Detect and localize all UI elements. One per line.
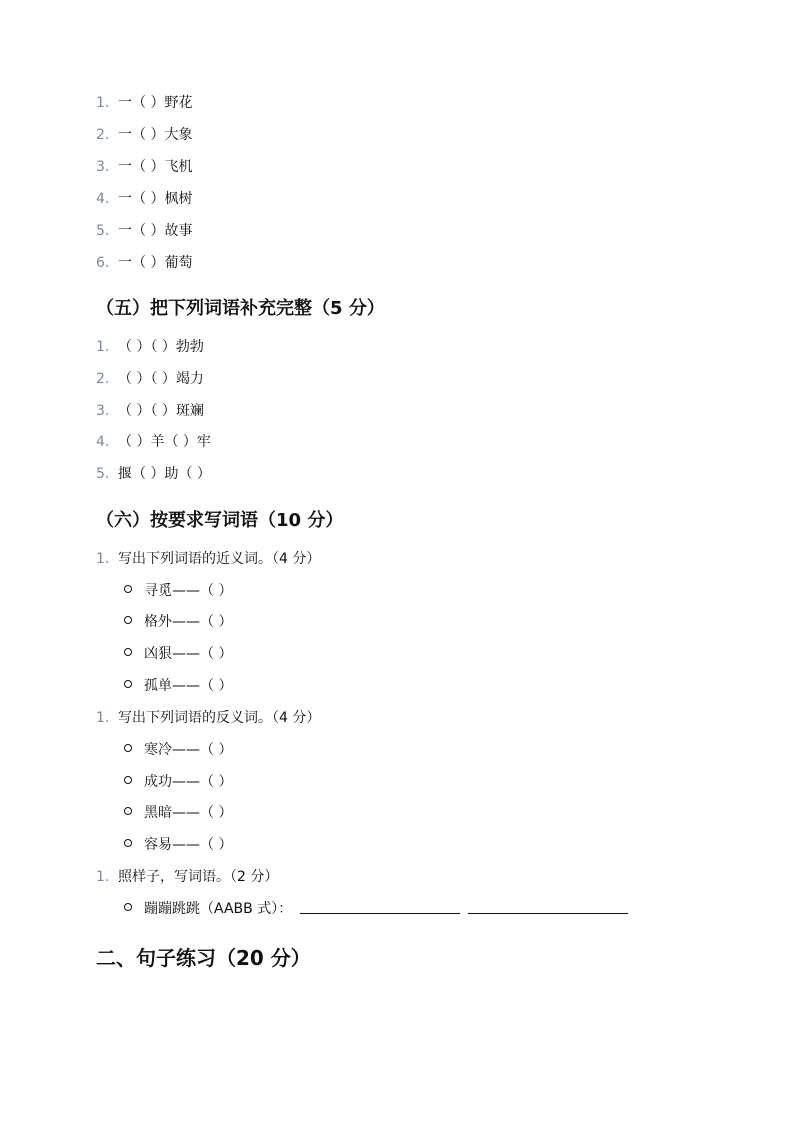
bullet-circle-icon bbox=[124, 680, 132, 688]
section-title: （六）按要求写词语（10 分） bbox=[96, 510, 344, 531]
list-item: 2. 一（ ）大象 bbox=[96, 127, 193, 143]
answer-blank-line[interactable] bbox=[300, 913, 460, 914]
bullet-circle-icon bbox=[124, 648, 132, 656]
sub-item: 寻觅——（ ） bbox=[124, 583, 232, 599]
bullet-circle-icon bbox=[124, 616, 132, 624]
sub-item: 成功——（ ） bbox=[124, 774, 232, 790]
list-item: 4. （ ）羊（ ）牢 bbox=[96, 434, 211, 450]
sub-item: 格外——（ ） bbox=[124, 614, 232, 630]
section-title: （五）把下列词语补充完整（5 分） bbox=[96, 298, 385, 319]
sub-item: 寒冷——（ ） bbox=[124, 742, 232, 758]
bullet-circle-icon bbox=[124, 744, 132, 752]
list-item: 5. 一（ ）故事 bbox=[96, 223, 193, 239]
bullet-circle-icon bbox=[124, 839, 132, 847]
list-item: 1. 一（ ）野花 bbox=[96, 95, 193, 111]
list-item: 1. （ ）（ ）勃勃 bbox=[96, 339, 204, 355]
list-item: 3. （ ）（ ）斑斓 bbox=[96, 403, 204, 419]
sub-item: 容易——（ ） bbox=[124, 837, 232, 853]
sub-item: 凶狠——（ ） bbox=[124, 646, 232, 662]
question: 1. 照样子，写词语。（2 分） bbox=[96, 869, 279, 885]
list-item: 6. 一（ ）葡萄 bbox=[96, 255, 193, 271]
part-title: 二、句子练习（20 分） bbox=[96, 946, 311, 970]
bullet-circle-icon bbox=[124, 585, 132, 593]
bullet-circle-icon bbox=[124, 807, 132, 815]
list-item: 4. 一（ ）枫树 bbox=[96, 191, 193, 207]
answer-blank-line[interactable] bbox=[468, 913, 628, 914]
question: 1. 写出下列词语的近义词。（4 分） bbox=[96, 551, 321, 567]
sub-item: 蹦蹦跳跳（AABB 式）： bbox=[124, 901, 628, 917]
question: 1. 写出下列词语的反义词。（4 分） bbox=[96, 710, 321, 726]
bullet-circle-icon bbox=[124, 776, 132, 784]
list-item: 5. 揠（ ）助（ ） bbox=[96, 466, 211, 482]
bullet-circle-icon bbox=[124, 903, 132, 911]
sub-item: 黑暗——（ ） bbox=[124, 805, 232, 821]
list-item: 3. 一（ ）飞机 bbox=[96, 159, 193, 175]
list-item: 2. （ ）（ ）竭力 bbox=[96, 371, 204, 387]
sub-item: 孤单——（ ） bbox=[124, 678, 232, 694]
